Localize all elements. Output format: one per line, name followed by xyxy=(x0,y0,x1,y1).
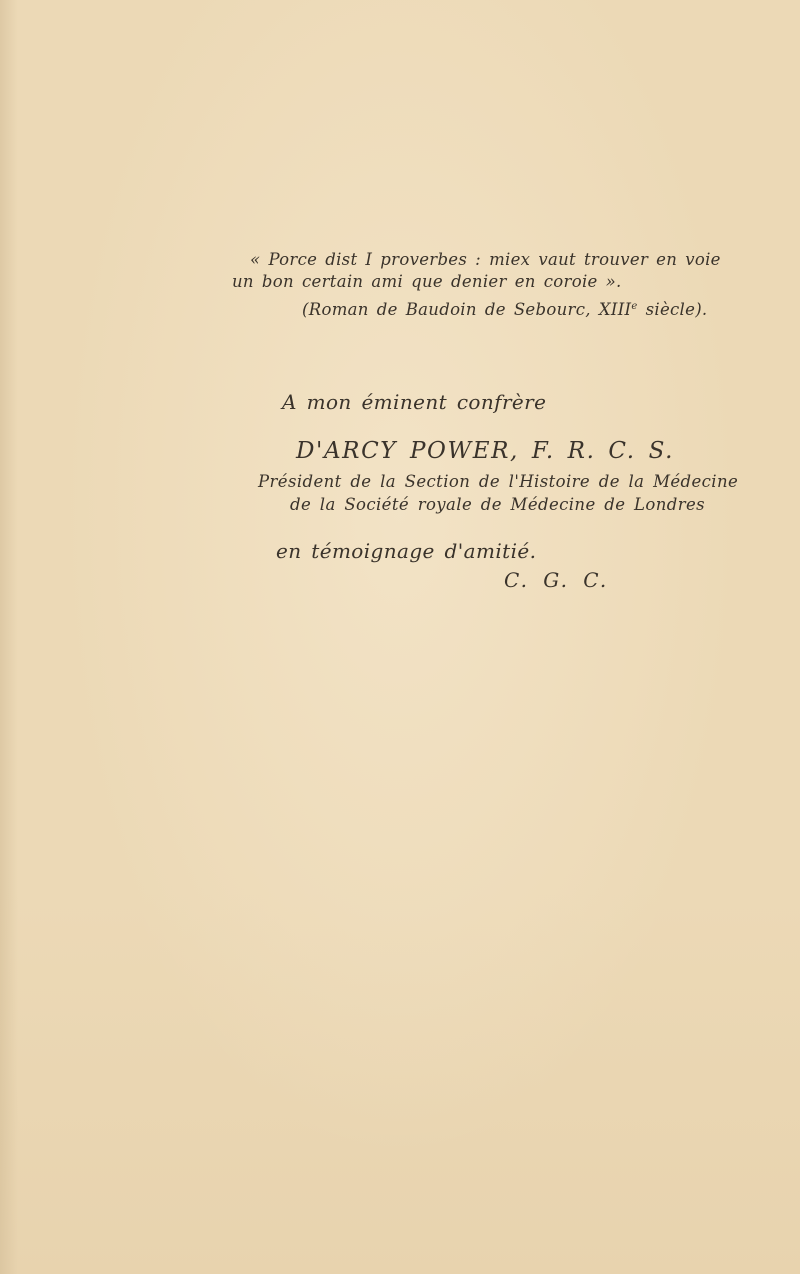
author-initials: C. G. C. xyxy=(504,568,609,592)
epigraph-line-1: « Porce dist I proverbes : miex vaut trouver en voie xyxy=(250,250,721,269)
dedicatee-role-line-1: Président de la Section de l'Histoire de la Médecine xyxy=(258,472,739,491)
dedicatee-role-line-2: de la Société royale de Médecine de Londres xyxy=(290,495,706,514)
dedication-intro: A mon éminent confrère xyxy=(282,390,547,414)
epigraph-source-text: (Roman de Baudoin de Sebourc, XIII xyxy=(302,300,632,319)
dedication-tribute: en témoignage d'amitié. xyxy=(276,539,537,563)
epigraph-source xyxy=(302,302,707,319)
epigraph-source-suffix: siècle). xyxy=(637,300,708,319)
epigraph-line-2: un bon certain ami que denier en coroie ». xyxy=(232,272,622,291)
dedicatee-name: D'ARCY POWER, F. R. C. S. xyxy=(296,438,675,464)
epigraph-source-superscript: e xyxy=(631,301,638,312)
